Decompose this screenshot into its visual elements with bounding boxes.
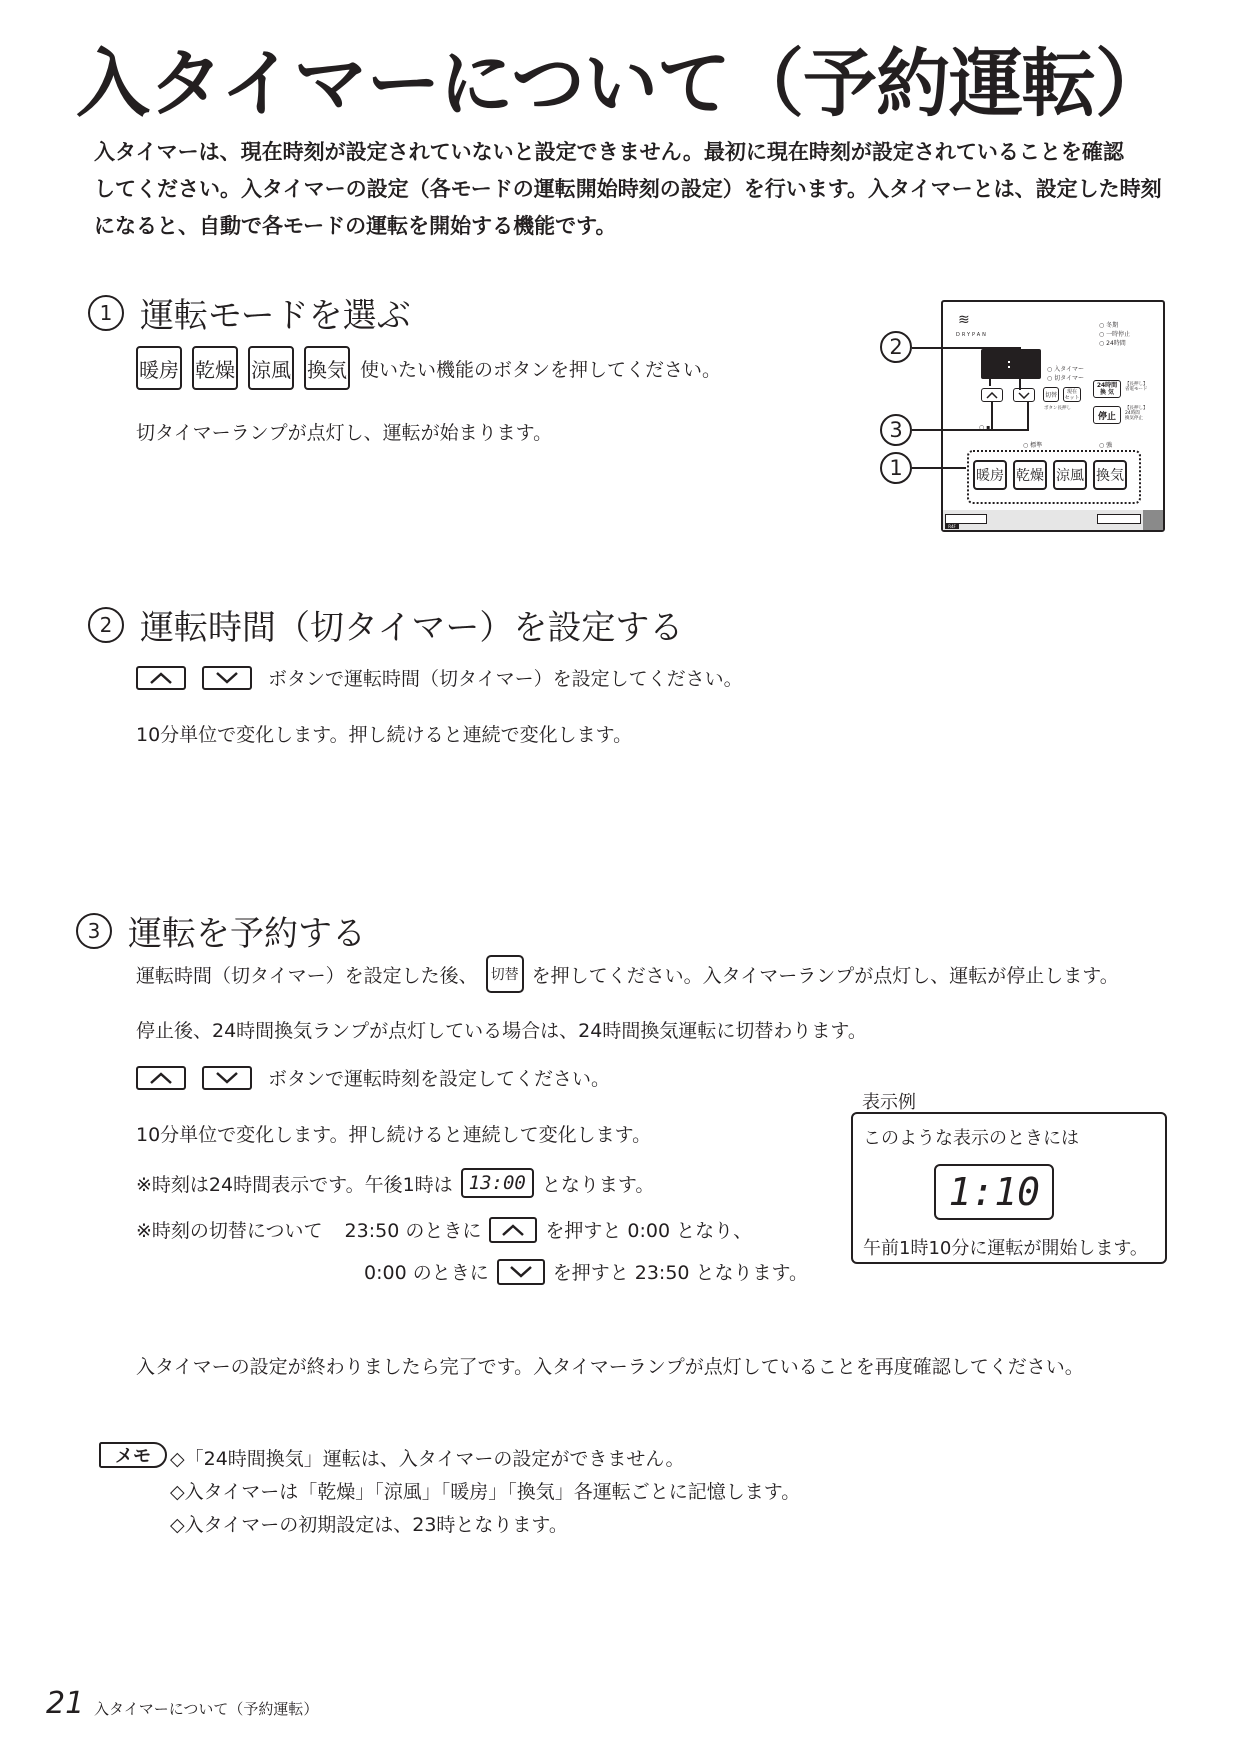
brand-logo-icon: ≋ <box>958 312 970 328</box>
callout-1: 1 <box>880 452 912 484</box>
up-button <box>489 1217 537 1243</box>
right-lamp: ○ 24時間 <box>1099 340 1126 347</box>
panel-ventilation-button: 換気 <box>1093 460 1127 490</box>
chevron-down-icon <box>215 672 239 684</box>
panel-heating-button: 暖房 <box>973 460 1007 490</box>
step1-heading <box>88 288 411 337</box>
mode-lamp: ○ 強 <box>1099 442 1113 449</box>
heating-button: 暖房 <box>136 346 182 390</box>
callout-3: 3 <box>880 414 912 446</box>
down-button <box>497 1259 545 1285</box>
panel-switch-button: 切替 <box>1043 387 1059 402</box>
panel-24h-button: 24時間 換 気 <box>1093 380 1121 398</box>
cooling-button: 涼風 <box>248 346 294 390</box>
off-timer-lamp: ○ 切タイマー <box>1047 375 1085 382</box>
memo-tag: メモ <box>99 1442 167 1468</box>
chevron-up-icon <box>149 672 173 684</box>
right-lamp: ○ 冬期 <box>1099 322 1119 329</box>
step1-text: 使いたい機能のボタンを押してください。 <box>360 358 722 381</box>
step-number: 2 <box>88 607 124 643</box>
panel-clock-set-button: 現在 セット <box>1064 388 1080 401</box>
intro-paragraph <box>94 134 1174 245</box>
step3-heading <box>76 906 366 955</box>
page-title: 入タイマーについて（予約運転） <box>76 41 1169 127</box>
panel-small-note: 【長押し】 省電モード <box>1125 382 1148 392</box>
memo-line: ◇「24時間換気」運転は、入タイマーの設定ができません。 <box>170 1448 685 1470</box>
step3-line4: 10分単位で変化します。押し続けると連続して変化します。 <box>136 1124 652 1146</box>
step2-text: ボタンで運転時間（切タイマー）を設定してください。 <box>268 668 743 690</box>
up-button <box>136 666 186 690</box>
example-label: 表示例 <box>862 1092 916 1113</box>
intro-line: 入タイマーは、現在時刻が設定されていないと設定できません。最初に現在時刻が設定されていることを確認 <box>94 140 1124 164</box>
memo-line: ◇入タイマーの初期設定は、23時となります。 <box>170 1514 568 1536</box>
step-title: 運転を予約する <box>128 914 366 954</box>
step-number: 1 <box>88 295 124 331</box>
panel-small-note: 【長押し】 24時間 換気停止 <box>1125 406 1148 421</box>
panel-lamp: ○ ▪ <box>979 424 991 431</box>
brand-name: DRYPAN <box>956 332 988 338</box>
step2-note: 10分単位で変化します。押し続けると連続で変化します。 <box>136 724 633 746</box>
memo-line: ◇入タイマーは「乾燥」「涼風」「暖房」「換気」各運転ごとに記憶します。 <box>170 1481 801 1503</box>
example-top-text: このような表示のときには <box>863 1128 1079 1149</box>
right-lamp: ○ 一時停止 <box>1099 331 1131 338</box>
switch-button: 切替 <box>486 955 524 993</box>
chevron-up-icon <box>501 1224 525 1236</box>
closing-text: 入タイマーの設定が終わりましたら完了です。入タイマーランプが点灯していることを再度確認してください。 <box>136 1356 1084 1378</box>
up-button <box>136 1066 186 1090</box>
step2-heading <box>88 600 683 649</box>
lcd-example-13: 13:00 <box>461 1168 534 1198</box>
example-box <box>851 1112 1167 1264</box>
step-title: 運転モードを選ぶ <box>140 296 411 336</box>
step1-note: 切タイマーランプが点灯し、運転が始まります。 <box>136 422 553 444</box>
step3-line3: ボタンで運転時刻を設定してください。 <box>136 1064 610 1091</box>
step3-line1: 運転時間（切タイマー）を設定した後、 切替 を押してください。入タイマーランプが点灯し、運転が停止します。 <box>136 955 1119 993</box>
drying-button: 乾燥 <box>192 346 238 390</box>
ventilation-button: 換気 <box>304 346 350 390</box>
example-lcd: 1:10 <box>934 1164 1054 1220</box>
step2-instruction <box>136 664 743 691</box>
step-number: 3 <box>76 913 112 949</box>
panel-small-note: ボタン長押し <box>1044 406 1071 411</box>
panel-drying-button: 乾燥 <box>1013 460 1047 490</box>
step-title: 運転時間（切タイマー）を設定する <box>140 608 684 648</box>
footer-title: 入タイマーについて（予約運転） <box>94 1700 319 1718</box>
callout-2: 2 <box>880 331 912 363</box>
panel-stop-button: 停止 <box>1093 406 1121 424</box>
intro-line: になると、自動で各モードの運転を開始する機能です。 <box>94 214 617 238</box>
step1-instruction <box>136 346 721 390</box>
on-timer-lamp: ○ 入タイマー <box>1047 366 1085 373</box>
page-number: 21 <box>46 1686 85 1721</box>
step3-line2: 停止後、24時間換気ランプが点灯している場合は、24時間換気運転に切替わります。 <box>136 1020 867 1042</box>
panel-cooling-button: 涼風 <box>1053 460 1087 490</box>
down-button <box>202 666 252 690</box>
down-button <box>202 1066 252 1090</box>
mode-lamp: ○ 標準 <box>1023 442 1043 449</box>
chevron-down-icon <box>215 1072 239 1084</box>
step3-line6b: 0:00 のときに を押すと 23:50 となります。 <box>364 1258 808 1285</box>
step3-line5: ※時刻は24時間表示です。午後1時は 13:00 となります。 <box>136 1168 654 1198</box>
chevron-down-icon <box>509 1266 533 1278</box>
intro-line: してください。入タイマーの設定（各モードの運転開始時刻の設定）を行います。入タイマーとは、設定した時刻 <box>94 177 1162 201</box>
step3-line6a: ※時刻の切替について 23:50 のときに を押すと 0:00 となり、 <box>136 1216 752 1243</box>
example-bottom-text: 午前1時10分に運転が開始します。 <box>863 1238 1148 1259</box>
panel-badge: R4F <box>945 524 959 529</box>
chevron-up-icon <box>149 1072 173 1084</box>
